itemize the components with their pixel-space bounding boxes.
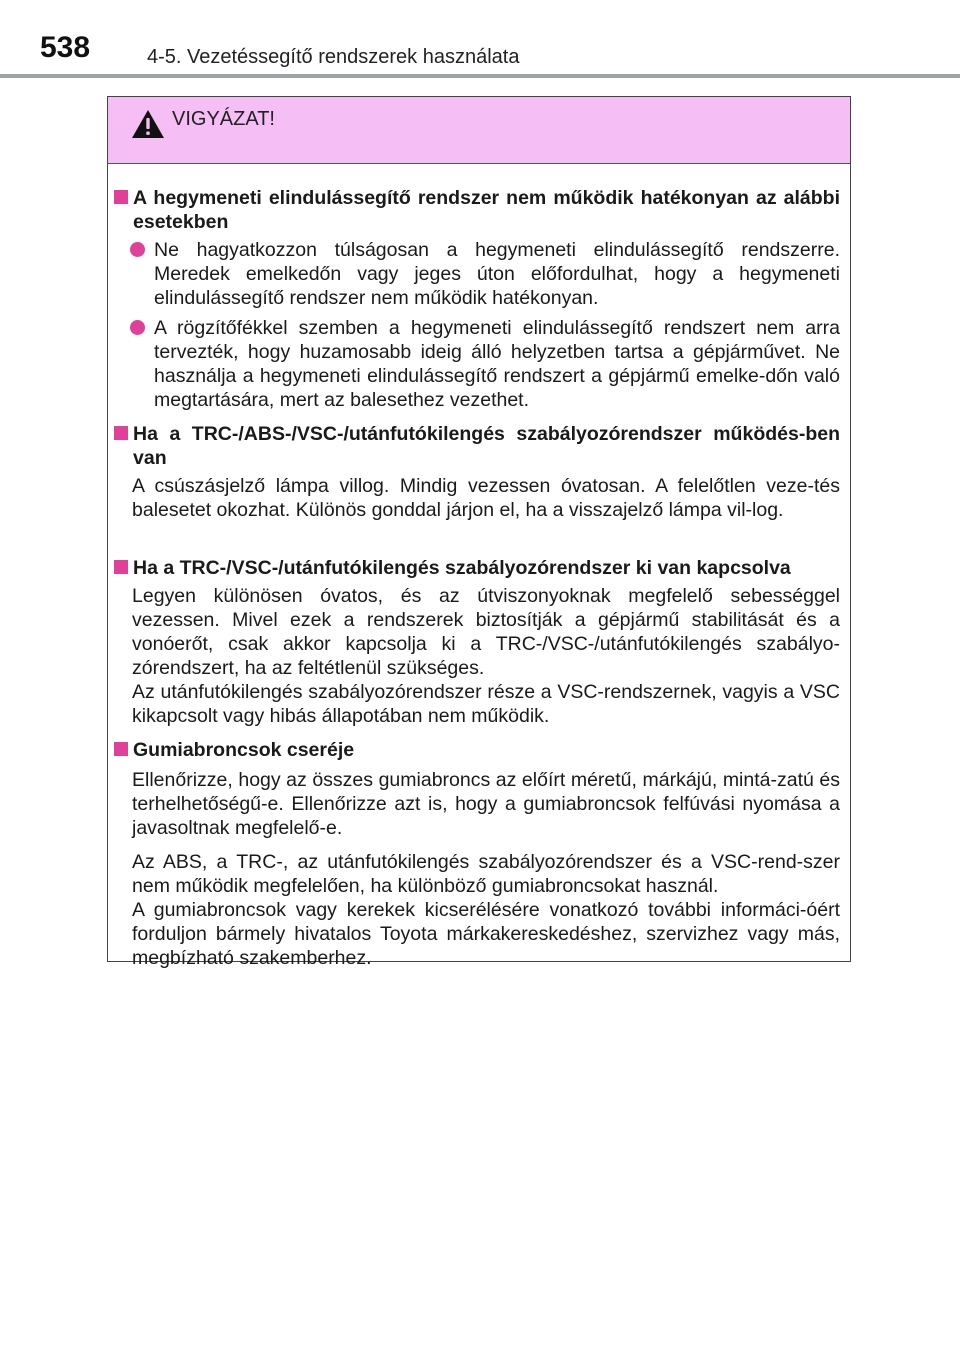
body-paragraph: A csúszásjelző lámpa villog. Mindig vezessen óvatosan. A felelőtlen veze-tés balesetet okozhat. Különös gonddal járjon el, ha a visszajelző lámpa vil-log. [132,475,840,521]
body-paragraph: A gumiabroncsok vagy kerekek kicserélésére vonatkozó további informáci-óért forduljon bármely hivatalos Toyota márkakereskedéshez, szervizhez vagy más, megbízható szakemberhez. [132,899,840,969]
body-paragraph: Az ABS, a TRC-, az utánfutókilengés szabályozórendszer és a VSC-rend-szer nem működik megfelelően, ha különböző gumiabroncsokat használ. [132,851,840,897]
warning-label: VIGYÁZAT! [172,108,275,130]
body-paragraph: Az utánfutókilengés szabályozórendszer része a VSC-rendszernek, vagyis a VSC kikapcsolt vagy hibás állapotában nem működik. [132,681,840,727]
square-bullet-icon [114,560,128,574]
body-paragraph: Legyen különösen óvatos, és az útviszonyoknak megfelelő sebességgel vezessen. Mivel ezek a rendszerek biztosítják a gépjármű stabilitását és a vonóerőt, csak akkor kapcsolja ki a TRC-/VSC-/utánfutókilengés szabályo-zórendszert, ha az feltétlenül szükséges. [132,585,840,679]
round-bullet-icon [130,320,145,335]
page-header [0,0,960,80]
round-bullet-icon [130,242,145,257]
square-bullet-icon [114,742,128,756]
list-item: A rögzítőfékkel szemben a hegymeneti elindulássegítő rendszert nem arra tervezték, hogy huzamosabb ideig álló helyzetben tartsa a gépjárművet. Ne használja a hegymeneti elindulássegítő rendszert a gépjármű emelke-dőn való megtartására, mert az balesethez vezethet. [130,316,840,412]
section-heading-hill-start: A hegymeneti elindulássegítő rendszer nem működik hatékonyan az alábbi esetekben [108,186,840,234]
body-paragraph: Ellenőrizze, hogy az összes gumiabroncs az előírt méretű, márkájú, mintá-zatú és terhelhetőségű-e. Ellenőrizze azt is, hogy a gumiabroncsok felfúvási nyomása a javasoltnak megfelelő-e. [132,769,840,839]
section-heading-trc-vsc-off: Ha a TRC-/VSC-/utánfutókilengés szabályozórendszer ki van kapcsolva [108,556,840,580]
warning-header [108,97,850,164]
section-heading-trc-abs-vsc-active: Ha a TRC-/ABS-/VSC-/utánfutókilengés szabályozórendszer működés-ben van [108,422,840,470]
section-heading-tire-replacement: Gumiabroncsok cseréje [108,738,840,762]
warning-triangle-icon [130,108,166,140]
square-bullet-icon [114,190,128,204]
warning-box [107,96,851,969]
section-title: 4-5. Vezetéssegítő rendszerek használata [147,46,520,68]
list-item: Ne hagyatkozzon túlságosan a hegymeneti elindulássegítő rendszerre. Meredek emelkedőn vagy jeges úton előfordulhat, hogy a hegymeneti elindulássegítő rendszer nem működik hatékonyan. [130,238,840,310]
header-rule [0,74,960,78]
square-bullet-icon [114,426,128,440]
page-number: 538 [40,31,91,64]
